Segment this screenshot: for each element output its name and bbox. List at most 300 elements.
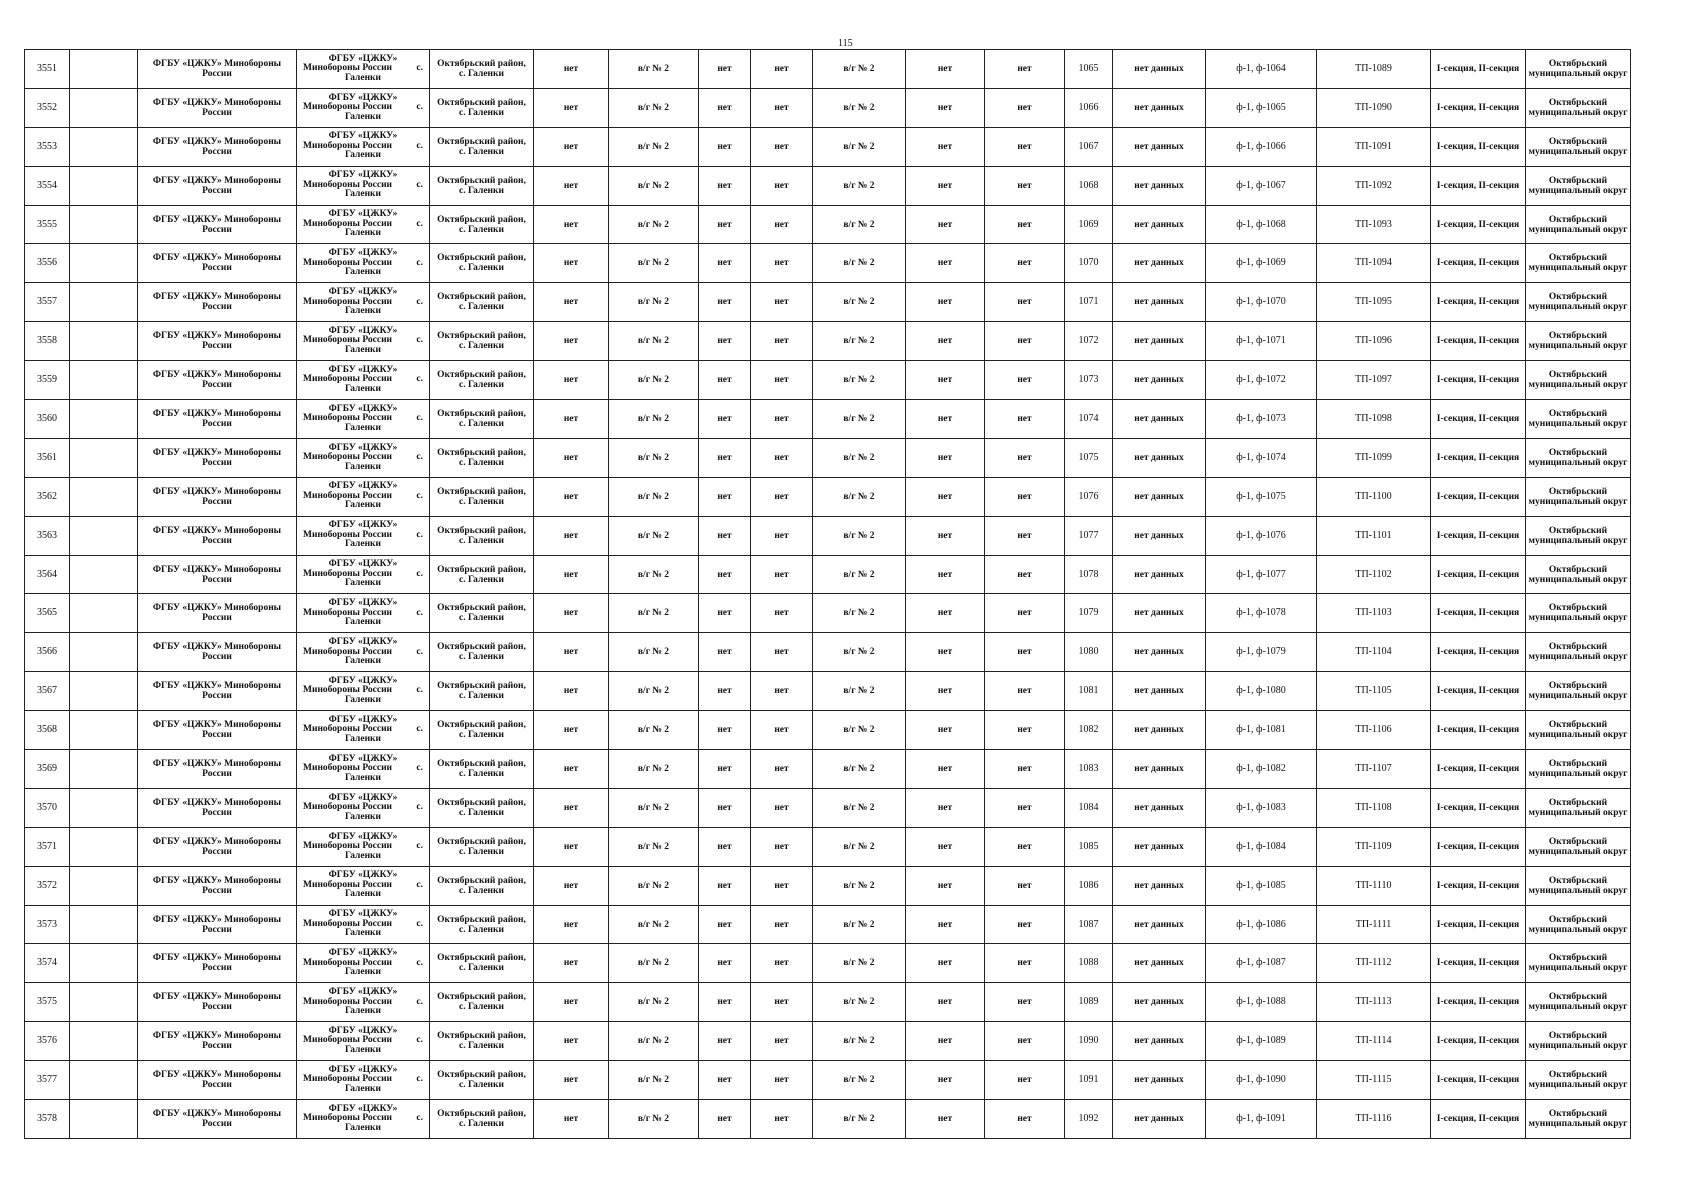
organization-cell: ФГБУ «ЦЖКУ» Минобороны России bbox=[138, 983, 297, 1022]
feeder-cell: ф-1, ф-1067 bbox=[1206, 166, 1317, 205]
owner-line-1: ФГБУ «ЦЖКУ» bbox=[328, 364, 398, 375]
address-line-1: Октябрьский район, bbox=[437, 486, 526, 497]
value-cell: нет bbox=[985, 672, 1065, 711]
address-cell bbox=[430, 1061, 534, 1100]
section-cell: I-секция, II-секция bbox=[1431, 477, 1526, 516]
section-cell: I-секция, II-секция bbox=[1431, 555, 1526, 594]
owner-line-3: Галенки bbox=[344, 889, 381, 900]
military-town-cell: в/г № 2 bbox=[813, 672, 906, 711]
row-number: 3572 bbox=[25, 866, 70, 905]
value-cell: нет bbox=[906, 711, 985, 750]
value-cell: нет bbox=[699, 244, 751, 283]
district-cell: Октябрьский муниципальный округ bbox=[1526, 827, 1631, 866]
section-cell: I-секция, II-секция bbox=[1431, 983, 1526, 1022]
organization-cell: ФГБУ «ЦЖКУ» Минобороны России bbox=[138, 1061, 297, 1100]
organization-cell: ФГБУ «ЦЖКУ» Минобороны России bbox=[138, 127, 297, 166]
organization-cell: ФГБУ «ЦЖКУ» Минобороны России bbox=[138, 477, 297, 516]
code-cell: 1067 bbox=[1065, 127, 1113, 166]
address-line-2: с. Галенки bbox=[459, 1118, 504, 1129]
owner-line-1: ФГБУ «ЦЖКУ» bbox=[328, 209, 398, 220]
value-cell: нет bbox=[699, 633, 751, 672]
value-cell: нет bbox=[751, 555, 813, 594]
address-cell bbox=[430, 88, 534, 127]
value-cell: нет bbox=[985, 750, 1065, 789]
table-row bbox=[25, 1061, 1631, 1100]
feeder-cell: ф-1, ф-1075 bbox=[1206, 477, 1317, 516]
empty-cell bbox=[70, 166, 138, 205]
owner-suffix: с. bbox=[416, 685, 423, 696]
value-cell: нет bbox=[534, 672, 609, 711]
owner-line-3: Галенки bbox=[344, 850, 381, 861]
owner-line-1: ФГБУ «ЦЖКУ» bbox=[328, 1025, 398, 1036]
table-row bbox=[25, 166, 1631, 205]
table-row bbox=[25, 905, 1631, 944]
code-cell: 1089 bbox=[1065, 983, 1113, 1022]
table-row bbox=[25, 1022, 1631, 1061]
military-town-cell: в/г № 2 bbox=[813, 361, 906, 400]
address-cell bbox=[430, 1022, 534, 1061]
no-data-cell: нет данных bbox=[1113, 50, 1206, 89]
organization-cell: ФГБУ «ЦЖКУ» Минобороны России bbox=[138, 594, 297, 633]
value-cell: нет bbox=[699, 477, 751, 516]
value-cell: нет bbox=[534, 244, 609, 283]
substation-cell: ТП-1108 bbox=[1317, 788, 1431, 827]
owner-line-2: Минобороны России bbox=[303, 140, 393, 151]
owner-cell bbox=[297, 983, 430, 1022]
district-cell: Октябрьский муниципальный округ bbox=[1526, 905, 1631, 944]
organization-cell: ФГБУ «ЦЖКУ» Минобороны России bbox=[138, 827, 297, 866]
owner-line-3: Галенки bbox=[344, 344, 381, 355]
value-cell: нет bbox=[985, 400, 1065, 439]
value-cell: нет bbox=[906, 88, 985, 127]
military-town-cell: в/г № 2 bbox=[813, 127, 906, 166]
row-number: 3562 bbox=[25, 477, 70, 516]
empty-cell bbox=[70, 555, 138, 594]
code-cell: 1065 bbox=[1065, 50, 1113, 89]
address-line-2: с. Галенки bbox=[459, 107, 504, 118]
empty-cell bbox=[70, 866, 138, 905]
feeder-cell: ф-1, ф-1086 bbox=[1206, 905, 1317, 944]
empty-cell bbox=[70, 633, 138, 672]
military-town-cell: в/г № 2 bbox=[813, 400, 906, 439]
value-cell: нет bbox=[534, 555, 609, 594]
address-line-2: с. Галенки bbox=[459, 807, 504, 818]
owner-cell bbox=[297, 88, 430, 127]
military-town-cell: в/г № 2 bbox=[813, 905, 906, 944]
no-data-cell: нет данных bbox=[1113, 166, 1206, 205]
section-cell: I-секция, II-секция bbox=[1431, 711, 1526, 750]
value-cell: нет bbox=[985, 244, 1065, 283]
value-cell: нет bbox=[906, 983, 985, 1022]
address-line-1: Октябрьский район, bbox=[437, 370, 526, 381]
address-cell bbox=[430, 361, 534, 400]
military-town-cell: в/г № 2 bbox=[813, 166, 906, 205]
address-line-2: с. Галенки bbox=[459, 146, 504, 157]
owner-line-2: Минобороны России bbox=[303, 374, 393, 385]
owner-line-1: ФГБУ «ЦЖКУ» bbox=[328, 520, 398, 531]
owner-line-3: Галенки bbox=[344, 811, 381, 822]
address-line-2: с. Галенки bbox=[459, 68, 504, 79]
military-town-cell: в/г № 2 bbox=[813, 555, 906, 594]
value-cell: нет bbox=[985, 827, 1065, 866]
empty-cell bbox=[70, 905, 138, 944]
organization-cell: ФГБУ «ЦЖКУ» Минобороны России bbox=[138, 244, 297, 283]
table-row bbox=[25, 944, 1631, 983]
value-cell: нет bbox=[751, 400, 813, 439]
owner-line-1: ФГБУ «ЦЖКУ» bbox=[328, 909, 398, 920]
value-cell: нет bbox=[906, 594, 985, 633]
organization-cell: ФГБУ «ЦЖКУ» Минобороны России bbox=[138, 1100, 297, 1139]
no-data-cell: нет данных bbox=[1113, 438, 1206, 477]
substation-cell: ТП-1089 bbox=[1317, 50, 1431, 89]
no-data-cell: нет данных bbox=[1113, 672, 1206, 711]
empty-cell bbox=[70, 750, 138, 789]
military-town-cell: в/г № 2 bbox=[609, 594, 699, 633]
owner-suffix: с. bbox=[416, 63, 423, 74]
feeder-cell: ф-1, ф-1065 bbox=[1206, 88, 1317, 127]
owner-line-3: Галенки bbox=[344, 422, 381, 433]
substation-cell: ТП-1110 bbox=[1317, 866, 1431, 905]
substation-cell: ТП-1115 bbox=[1317, 1061, 1431, 1100]
table-body bbox=[25, 50, 1631, 1139]
owner-line-2: Минобороны России bbox=[303, 879, 393, 890]
owner-suffix: с. bbox=[416, 102, 423, 113]
value-cell: нет bbox=[985, 166, 1065, 205]
value-cell: нет bbox=[751, 88, 813, 127]
address-cell bbox=[430, 516, 534, 555]
owner-line-3: Галенки bbox=[344, 111, 381, 122]
value-cell: нет bbox=[534, 827, 609, 866]
substation-cell: ТП-1116 bbox=[1317, 1100, 1431, 1139]
organization-cell: ФГБУ «ЦЖКУ» Минобороны России bbox=[138, 88, 297, 127]
owner-line-2: Минобороны России bbox=[303, 179, 393, 190]
value-cell: нет bbox=[751, 127, 813, 166]
owner-suffix: с. bbox=[416, 179, 423, 190]
owner-line-1: ФГБУ «ЦЖКУ» bbox=[328, 1064, 398, 1075]
military-town-cell: в/г № 2 bbox=[609, 166, 699, 205]
district-cell: Октябрьский муниципальный округ bbox=[1526, 672, 1631, 711]
value-cell: нет bbox=[985, 322, 1065, 361]
feeder-cell: ф-1, ф-1072 bbox=[1206, 361, 1317, 400]
value-cell: нет bbox=[906, 555, 985, 594]
value-cell: нет bbox=[985, 283, 1065, 322]
table-row bbox=[25, 983, 1631, 1022]
address-cell bbox=[430, 983, 534, 1022]
owner-cell bbox=[297, 322, 430, 361]
empty-cell bbox=[70, 1022, 138, 1061]
owner-cell bbox=[297, 866, 430, 905]
value-cell: нет bbox=[699, 361, 751, 400]
military-town-cell: в/г № 2 bbox=[609, 283, 699, 322]
address-line-2: с. Галенки bbox=[459, 341, 504, 352]
no-data-cell: нет данных bbox=[1113, 555, 1206, 594]
owner-suffix: с. bbox=[416, 879, 423, 890]
owner-cell bbox=[297, 905, 430, 944]
address-line-2: с. Галенки bbox=[459, 1002, 504, 1013]
owner-line-3: Галенки bbox=[344, 772, 381, 783]
section-cell: I-секция, II-секция bbox=[1431, 750, 1526, 789]
section-cell: I-секция, II-секция bbox=[1431, 516, 1526, 555]
empty-cell bbox=[70, 516, 138, 555]
value-cell: нет bbox=[751, 788, 813, 827]
substation-cell: ТП-1107 bbox=[1317, 750, 1431, 789]
district-cell: Октябрьский муниципальный округ bbox=[1526, 166, 1631, 205]
value-cell: нет bbox=[906, 1100, 985, 1139]
address-line-2: с. Галенки bbox=[459, 185, 504, 196]
value-cell: нет bbox=[751, 50, 813, 89]
page-number: 115 bbox=[838, 38, 853, 49]
empty-cell bbox=[70, 672, 138, 711]
address-line-1: Октябрьский район, bbox=[437, 914, 526, 925]
value-cell: нет bbox=[906, 50, 985, 89]
address-line-2: с. Галенки bbox=[459, 380, 504, 391]
district-cell: Октябрьский муниципальный округ bbox=[1526, 322, 1631, 361]
value-cell: нет bbox=[906, 866, 985, 905]
code-cell: 1086 bbox=[1065, 866, 1113, 905]
empty-cell bbox=[70, 827, 138, 866]
no-data-cell: нет данных bbox=[1113, 477, 1206, 516]
no-data-cell: нет данных bbox=[1113, 127, 1206, 166]
owner-line-2: Минобороны России bbox=[303, 63, 393, 74]
owner-line-2: Минобороны России bbox=[303, 646, 393, 657]
value-cell: нет bbox=[699, 983, 751, 1022]
value-cell: нет bbox=[751, 244, 813, 283]
organization-cell: ФГБУ «ЦЖКУ» Минобороны России bbox=[138, 866, 297, 905]
organization-cell: ФГБУ «ЦЖКУ» Минобороны России bbox=[138, 400, 297, 439]
value-cell: нет bbox=[906, 633, 985, 672]
military-town-cell: в/г № 2 bbox=[609, 205, 699, 244]
owner-line-2: Минобороны России bbox=[303, 685, 393, 696]
section-cell: I-секция, II-секция bbox=[1431, 400, 1526, 439]
address-line-2: с. Галенки bbox=[459, 535, 504, 546]
owner-cell bbox=[297, 594, 430, 633]
owner-line-3: Галенки bbox=[344, 72, 381, 83]
section-cell: I-секция, II-секция bbox=[1431, 244, 1526, 283]
section-cell: I-секция, II-секция bbox=[1431, 438, 1526, 477]
value-cell: нет bbox=[751, 672, 813, 711]
owner-line-3: Галенки bbox=[344, 1006, 381, 1017]
address-cell bbox=[430, 244, 534, 283]
table-row bbox=[25, 88, 1631, 127]
value-cell: нет bbox=[699, 516, 751, 555]
owner-suffix: с. bbox=[416, 452, 423, 463]
owner-line-1: ФГБУ «ЦЖКУ» bbox=[328, 481, 398, 492]
value-cell: нет bbox=[751, 205, 813, 244]
address-cell bbox=[430, 205, 534, 244]
owner-suffix: с. bbox=[416, 802, 423, 813]
empty-cell bbox=[70, 477, 138, 516]
section-cell: I-секция, II-секция bbox=[1431, 127, 1526, 166]
empty-cell bbox=[70, 50, 138, 89]
table-row bbox=[25, 633, 1631, 672]
address-cell bbox=[430, 594, 534, 633]
empty-cell bbox=[70, 594, 138, 633]
owner-suffix: с. bbox=[416, 1035, 423, 1046]
value-cell: нет bbox=[751, 905, 813, 944]
organization-cell: ФГБУ «ЦЖКУ» Минобороны России bbox=[138, 905, 297, 944]
value-cell: нет bbox=[534, 88, 609, 127]
owner-suffix: с. bbox=[416, 568, 423, 579]
row-number: 3570 bbox=[25, 788, 70, 827]
district-cell: Октябрьский муниципальный округ bbox=[1526, 244, 1631, 283]
owner-line-2: Минобороны России bbox=[303, 1074, 393, 1085]
value-cell: нет bbox=[985, 555, 1065, 594]
value-cell: нет bbox=[699, 1061, 751, 1100]
address-cell bbox=[430, 905, 534, 944]
value-cell: нет bbox=[906, 672, 985, 711]
table-row bbox=[25, 788, 1631, 827]
feeder-cell: ф-1, ф-1089 bbox=[1206, 1022, 1317, 1061]
no-data-cell: нет данных bbox=[1113, 244, 1206, 283]
owner-line-2: Минобороны России bbox=[303, 296, 393, 307]
row-number: 3561 bbox=[25, 438, 70, 477]
owner-line-3: Галенки bbox=[344, 500, 381, 511]
military-town-cell: в/г № 2 bbox=[609, 555, 699, 594]
row-number: 3563 bbox=[25, 516, 70, 555]
owner-line-2: Минобороны России bbox=[303, 529, 393, 540]
owner-cell bbox=[297, 1061, 430, 1100]
address-cell bbox=[430, 633, 534, 672]
no-data-cell: нет данных bbox=[1113, 944, 1206, 983]
address-line-2: с. Галенки bbox=[459, 730, 504, 741]
section-cell: I-секция, II-секция bbox=[1431, 672, 1526, 711]
value-cell: нет bbox=[751, 1100, 813, 1139]
value-cell: нет bbox=[751, 283, 813, 322]
district-cell: Октябрьский муниципальный округ bbox=[1526, 555, 1631, 594]
owner-line-3: Галенки bbox=[344, 1122, 381, 1133]
row-number: 3568 bbox=[25, 711, 70, 750]
value-cell: нет bbox=[699, 1100, 751, 1139]
section-cell: I-секция, II-секция bbox=[1431, 1022, 1526, 1061]
feeder-cell: ф-1, ф-1087 bbox=[1206, 944, 1317, 983]
empty-cell bbox=[70, 244, 138, 283]
owner-suffix: с. bbox=[416, 529, 423, 540]
table-row bbox=[25, 711, 1631, 750]
military-town-cell: в/г № 2 bbox=[813, 983, 906, 1022]
row-number: 3566 bbox=[25, 633, 70, 672]
owner-suffix: с. bbox=[416, 296, 423, 307]
value-cell: нет bbox=[751, 944, 813, 983]
military-town-cell: в/г № 2 bbox=[609, 672, 699, 711]
address-line-1: Октябрьский район, bbox=[437, 564, 526, 575]
value-cell: нет bbox=[699, 672, 751, 711]
feeder-cell: ф-1, ф-1074 bbox=[1206, 438, 1317, 477]
code-cell: 1078 bbox=[1065, 555, 1113, 594]
section-cell: I-секция, II-секция bbox=[1431, 633, 1526, 672]
value-cell: нет bbox=[534, 361, 609, 400]
value-cell: нет bbox=[906, 1061, 985, 1100]
address-line-1: Октябрьский район, bbox=[437, 58, 526, 69]
owner-cell bbox=[297, 283, 430, 322]
value-cell: нет bbox=[534, 166, 609, 205]
value-cell: нет bbox=[534, 1100, 609, 1139]
owner-line-2: Минобороны России bbox=[303, 413, 393, 424]
owner-line-1: ФГБУ «ЦЖКУ» bbox=[328, 559, 398, 570]
address-line-2: с. Галенки bbox=[459, 885, 504, 896]
owner-line-1: ФГБУ «ЦЖКУ» bbox=[328, 675, 398, 686]
code-cell: 1085 bbox=[1065, 827, 1113, 866]
value-cell: нет bbox=[906, 1022, 985, 1061]
table-row bbox=[25, 1100, 1631, 1139]
owner-suffix: с. bbox=[416, 957, 423, 968]
address-cell bbox=[430, 750, 534, 789]
no-data-cell: нет данных bbox=[1113, 827, 1206, 866]
owner-cell bbox=[297, 1100, 430, 1139]
owner-suffix: с. bbox=[416, 218, 423, 229]
owner-line-1: ФГБУ «ЦЖКУ» bbox=[328, 170, 398, 181]
military-town-cell: в/г № 2 bbox=[609, 827, 699, 866]
row-number: 3567 bbox=[25, 672, 70, 711]
registry-table bbox=[24, 49, 1631, 1139]
organization-cell: ФГБУ «ЦЖКУ» Минобороны России bbox=[138, 944, 297, 983]
district-cell: Октябрьский муниципальный округ bbox=[1526, 205, 1631, 244]
military-town-cell: в/г № 2 bbox=[609, 983, 699, 1022]
table-row bbox=[25, 555, 1631, 594]
no-data-cell: нет данных bbox=[1113, 711, 1206, 750]
value-cell: нет bbox=[751, 166, 813, 205]
value-cell: нет bbox=[699, 788, 751, 827]
military-town-cell: в/г № 2 bbox=[813, 633, 906, 672]
address-cell bbox=[430, 711, 534, 750]
military-town-cell: в/г № 2 bbox=[813, 944, 906, 983]
value-cell: нет bbox=[985, 516, 1065, 555]
address-cell bbox=[430, 166, 534, 205]
no-data-cell: нет данных bbox=[1113, 1061, 1206, 1100]
section-cell: I-секция, II-секция bbox=[1431, 50, 1526, 89]
owner-line-2: Минобороны России bbox=[303, 218, 393, 229]
row-number: 3560 bbox=[25, 400, 70, 439]
address-cell bbox=[430, 477, 534, 516]
value-cell: нет bbox=[699, 711, 751, 750]
district-cell: Октябрьский муниципальный округ bbox=[1526, 477, 1631, 516]
no-data-cell: нет данных bbox=[1113, 322, 1206, 361]
organization-cell: ФГБУ «ЦЖКУ» Минобороны России bbox=[138, 361, 297, 400]
feeder-cell: ф-1, ф-1073 bbox=[1206, 400, 1317, 439]
organization-cell: ФГБУ «ЦЖКУ» Минобороны России bbox=[138, 1022, 297, 1061]
military-town-cell: в/г № 2 bbox=[609, 788, 699, 827]
code-cell: 1092 bbox=[1065, 1100, 1113, 1139]
value-cell: нет bbox=[906, 166, 985, 205]
table-row bbox=[25, 127, 1631, 166]
table-row bbox=[25, 400, 1631, 439]
address-line-1: Октябрьский район, bbox=[437, 681, 526, 692]
feeder-cell: ф-1, ф-1080 bbox=[1206, 672, 1317, 711]
owner-line-3: Галенки bbox=[344, 1044, 381, 1055]
row-number: 3558 bbox=[25, 322, 70, 361]
substation-cell: ТП-1091 bbox=[1317, 127, 1431, 166]
address-line-1: Октябрьский район, bbox=[437, 214, 526, 225]
value-cell: нет bbox=[699, 50, 751, 89]
table-row bbox=[25, 516, 1631, 555]
feeder-cell: ф-1, ф-1076 bbox=[1206, 516, 1317, 555]
owner-line-1: ФГБУ «ЦЖКУ» bbox=[328, 714, 398, 725]
substation-cell: ТП-1111 bbox=[1317, 905, 1431, 944]
district-cell: Октябрьский муниципальный округ bbox=[1526, 788, 1631, 827]
address-line-1: Октябрьский район, bbox=[437, 292, 526, 303]
code-cell: 1081 bbox=[1065, 672, 1113, 711]
owner-suffix: с. bbox=[416, 996, 423, 1007]
address-line-1: Октябрьский район, bbox=[437, 331, 526, 342]
row-number: 3565 bbox=[25, 594, 70, 633]
owner-line-1: ФГБУ «ЦЖКУ» bbox=[328, 53, 398, 64]
district-cell: Октябрьский муниципальный округ bbox=[1526, 88, 1631, 127]
military-town-cell: в/г № 2 bbox=[609, 750, 699, 789]
value-cell: нет bbox=[699, 322, 751, 361]
value-cell: нет bbox=[985, 50, 1065, 89]
owner-line-2: Минобороны России bbox=[303, 763, 393, 774]
row-number: 3577 bbox=[25, 1061, 70, 1100]
value-cell: нет bbox=[906, 361, 985, 400]
